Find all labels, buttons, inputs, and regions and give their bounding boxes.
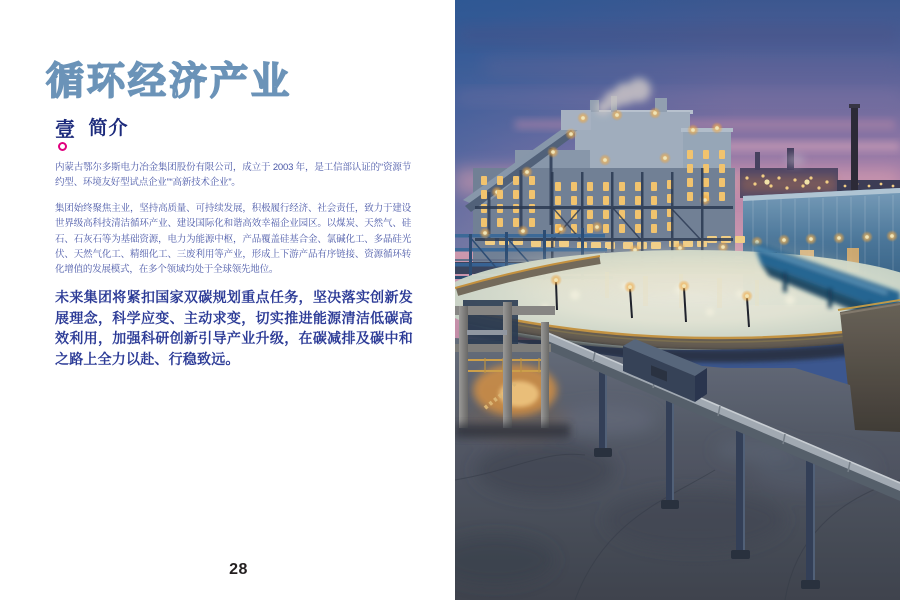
highlight-paragraph: 未来集团将紧扣国家双碳规划重点任务，坚决落实创新发展理念，科学应变、主动求变，切实推进能源清洁低碳高效利用，加强科研创新引导产业升级，在碳减排及碳中和之路上全力以赴、行稳致远。 [55, 289, 413, 367]
intro-paragraph: 内蒙古鄂尔多斯电力冶金集团股份有限公司，成立于 2003 年，是工信部认证的“资源节约型、环境友好型试点企业”“高新技术企业”。 [55, 162, 411, 189]
accent-ring-icon [58, 142, 67, 151]
body-paragraph: 集团始终聚焦主业，坚持高质量、可持续发展，积极履行经济、社会责任，致力于建设世界级高科技清洁循环产业、建设国际化和谐高效幸福企业园区。以煤炭、天然气、硅石、石灰石等为基础资源，电力为能源中枢，产品覆盖硅基合金、氯碱化工、多晶硅光伏、天然气化工、精细化工、三废利用等产业，形成上下游产品有序链接、资源循环转化增值的发展模式，在多个领域均处于全球领先地位。 [55, 203, 411, 276]
industrial-plant-photo [455, 0, 900, 600]
photo-vignette [455, 0, 900, 600]
section-number-glyph: 壹 [55, 119, 75, 141]
section-heading-label: 简介 [88, 118, 129, 139]
page-title: 循环经济产业 [46, 61, 293, 103]
photo-page [455, 0, 900, 600]
section-heading [55, 113, 128, 139]
section-number [55, 113, 75, 142]
page-number: 28 [229, 561, 248, 578]
